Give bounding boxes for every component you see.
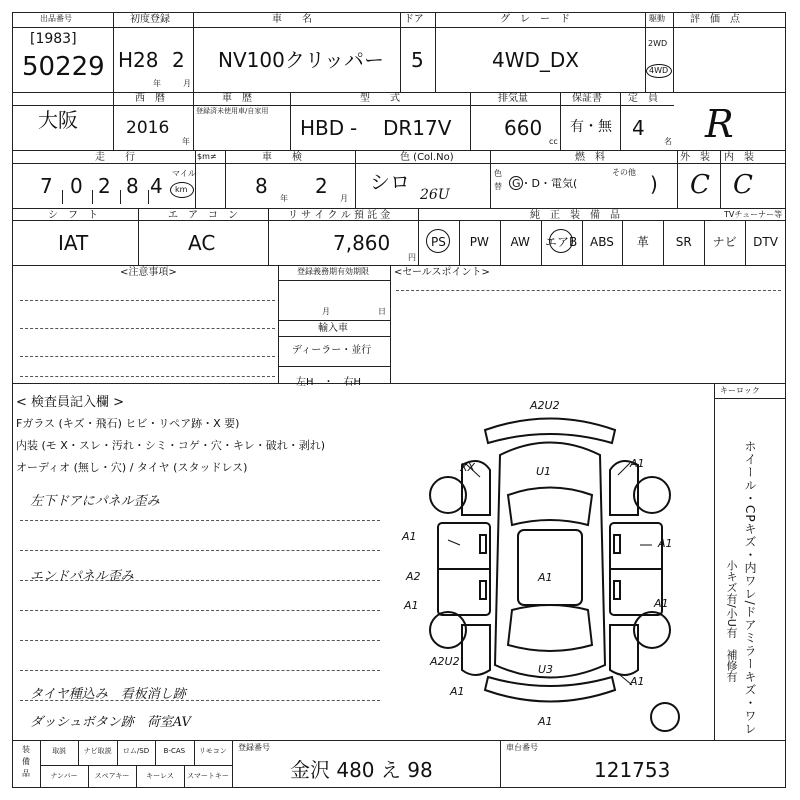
equip-item: AW bbox=[510, 235, 530, 249]
mileage-digit: 2 bbox=[98, 174, 111, 198]
damage-mark: A1 bbox=[658, 537, 673, 550]
damage-mark: A2U2 bbox=[430, 655, 460, 668]
equip-col-label: 装 備 品 bbox=[22, 745, 30, 778]
mileage-digit: 8 bbox=[126, 174, 139, 198]
exterior-label: 外 装 bbox=[680, 152, 710, 163]
first-reg-month: 2 bbox=[172, 48, 185, 72]
dealer-parallel: ディーラー・並行 bbox=[292, 345, 372, 356]
recycle-amount: 7,860 bbox=[333, 231, 391, 255]
inspector-line: Fガラス (キズ・飛石) ヒビ・リペア跡・X 要) bbox=[16, 417, 240, 430]
door-label: ドア bbox=[404, 14, 424, 25]
mileage-label: 走 行 bbox=[95, 152, 135, 163]
capacity-label: 定 員 bbox=[628, 93, 658, 104]
option-checkbox: ナビ取説 bbox=[83, 747, 112, 755]
first-reg-month-unit: 月 bbox=[183, 79, 191, 88]
option-checkbox: スペアキー bbox=[94, 772, 130, 780]
color-code: 26U bbox=[420, 187, 450, 203]
interior-grade: C bbox=[733, 170, 753, 200]
inspector-line: オーディオ (無し・穴) / タイヤ (スタッドレス) bbox=[16, 461, 248, 474]
damage-mark: A1 bbox=[402, 530, 417, 543]
mileage-digit: 4 bbox=[150, 174, 163, 198]
sales-point-label: <セールスポイント> bbox=[394, 267, 490, 278]
reg-number-label: 登録番号 bbox=[238, 743, 270, 752]
lot-label: 出品番号 bbox=[40, 14, 72, 23]
tv-tuner-label: TVチューナー等 bbox=[724, 210, 783, 219]
inspection-month-unit: 月 bbox=[340, 194, 348, 203]
equip-item: PW bbox=[469, 235, 489, 249]
vertical-note-short: 小キズ有/小U有 補修有 bbox=[725, 560, 738, 682]
seireki-label: 西 暦 bbox=[135, 93, 165, 104]
warranty: 有・無 bbox=[570, 119, 612, 135]
equip-circle bbox=[549, 229, 573, 253]
inspector-line: 内装 (モ X・スレ・汚れ・シミ・コゲ・穴・キレ・破れ・剥れ) bbox=[16, 439, 325, 452]
seats: 4 bbox=[632, 116, 645, 140]
equip-item: エアB bbox=[544, 235, 578, 249]
damage-mark: A1 bbox=[404, 599, 419, 612]
option-checkbox: B-CAS bbox=[163, 747, 186, 755]
option-checkbox: ロム/SD bbox=[122, 747, 150, 755]
fuel-other: その他 bbox=[612, 168, 636, 177]
equip-item: DTV bbox=[753, 235, 778, 249]
inspection-year-unit: 年 bbox=[280, 194, 288, 203]
km-unit: km bbox=[175, 185, 188, 194]
damage-mark: A1 bbox=[630, 457, 645, 470]
mile-unit: マイル bbox=[172, 169, 196, 178]
katashiki-label: 型 式 bbox=[360, 93, 400, 104]
shift-label: シ フ ト bbox=[48, 210, 98, 221]
handwritten-remark: ダッシュボタン跡 荷室AV bbox=[30, 715, 191, 730]
aircon: AC bbox=[188, 231, 216, 255]
damage-mark: A1 bbox=[538, 715, 553, 728]
handwritten-remark: 左下ドアにパネル歪み bbox=[30, 494, 160, 509]
persons-unit: 名 bbox=[664, 137, 672, 146]
lot-number: 50229 bbox=[22, 52, 105, 82]
car-name: NV100クリッパー bbox=[218, 48, 385, 72]
smeter-label: $m≠ bbox=[197, 152, 217, 161]
damage-mark: A1 bbox=[538, 571, 553, 584]
inspection-year: 8 bbox=[255, 174, 268, 198]
reg-expiry-month: 月 bbox=[322, 307, 330, 316]
first-reg-label: 初度登録 bbox=[130, 14, 170, 25]
chassis-number-label: 車台番号 bbox=[506, 743, 538, 752]
reg-expiry-day: 日 bbox=[378, 307, 386, 316]
grade-label: グ レ ー ド bbox=[500, 14, 570, 25]
importer-label: 輸入車 bbox=[318, 323, 348, 334]
fuel-close: ) bbox=[650, 172, 658, 196]
keylock-label: キーロック bbox=[720, 386, 760, 395]
fuel: G・D・電気( bbox=[512, 177, 578, 190]
equip-label: 純 正 装 備 品 bbox=[530, 210, 620, 221]
option-checkbox: スマートキー bbox=[187, 772, 229, 780]
reg-number: 金沢 480 え 98 bbox=[290, 758, 433, 782]
reg-expiry-label: 登録義務期有効期限 bbox=[297, 267, 369, 276]
door-count: 5 bbox=[411, 48, 424, 72]
shift: IAT bbox=[58, 231, 89, 255]
eval-label: 評 価 点 bbox=[690, 14, 740, 25]
displacement: 660 bbox=[504, 116, 543, 140]
color-name: シロ bbox=[370, 170, 410, 194]
damage-mark: A2 bbox=[406, 570, 421, 583]
damage-mark: A1 bbox=[450, 685, 465, 698]
mileage-digit: 7 bbox=[40, 174, 53, 198]
color-kanji: 色 替 bbox=[494, 169, 502, 191]
region: 大阪 bbox=[38, 108, 78, 132]
damage-mark: U1 bbox=[536, 465, 552, 478]
aircon-label: エ ア コ ン bbox=[168, 210, 238, 221]
yen-unit: 円 bbox=[408, 253, 416, 262]
mileage-digit: 0 bbox=[70, 174, 83, 198]
damage-mark: A1 bbox=[654, 597, 669, 610]
year: 2016 bbox=[126, 118, 170, 138]
year-unit: 年 bbox=[182, 137, 190, 146]
fuel-label: 燃 料 bbox=[575, 152, 605, 163]
equip-item: PS bbox=[431, 235, 446, 249]
warranty-label: 保証書 bbox=[572, 93, 602, 104]
history: 登録済未使用車/自家用 bbox=[196, 107, 269, 115]
history-label: 車 歴 bbox=[222, 93, 252, 104]
vehicle-damage-diagram bbox=[390, 395, 710, 735]
inspection-month: 2 bbox=[315, 174, 328, 198]
option-checkbox: ナンバー bbox=[50, 772, 78, 780]
drive-label: 駆動 bbox=[649, 14, 665, 23]
option-checkbox: キーレス bbox=[146, 772, 174, 780]
inspection-label: 車 検 bbox=[262, 152, 302, 163]
year-code: [1983] bbox=[30, 31, 77, 47]
chassis-number: 121753 bbox=[594, 758, 671, 782]
exterior-grade: C bbox=[690, 170, 710, 200]
car-name-label: 車 名 bbox=[272, 14, 312, 25]
equip-item: ナビ bbox=[712, 235, 737, 249]
equip-item: SR bbox=[675, 235, 692, 249]
eval-score: R bbox=[705, 102, 734, 146]
option-checkbox: 取説 bbox=[52, 747, 67, 755]
hand-drive: 左H ・ 右H bbox=[296, 377, 362, 388]
equip-item: 革 bbox=[636, 235, 649, 249]
damage-mark: A1 bbox=[630, 675, 645, 688]
damage-mark: XX bbox=[460, 461, 476, 474]
drive-4wd: 4WD bbox=[649, 66, 669, 75]
damage-mark: U3 bbox=[538, 663, 554, 676]
handwritten-remark: タイヤ種込み 看板消し跡 bbox=[30, 687, 186, 702]
model-code: DR17V bbox=[383, 116, 452, 140]
first-reg-era: H28 bbox=[118, 48, 159, 72]
recycle-label: リ サ イ ク ル 預 託 金 bbox=[288, 210, 391, 221]
drive-2wd: 2WD bbox=[648, 39, 668, 48]
vertical-note-long: ホイール・CPキズ・内ワレ/ドアミラーキズ・ワレ bbox=[743, 440, 757, 736]
equip-item: ABS bbox=[590, 235, 614, 249]
displacement-label: 排気量 bbox=[498, 93, 528, 104]
first-reg-year-unit: 年 bbox=[153, 79, 161, 88]
model-dash: - bbox=[350, 116, 358, 140]
damage-mark: A2U2 bbox=[530, 399, 560, 412]
notes-label: <注意事項> bbox=[120, 267, 177, 278]
option-checkbox: リモコン bbox=[198, 747, 227, 755]
inspector-label: < 検査員記入欄 > bbox=[16, 395, 125, 410]
interior-label: 内 装 bbox=[724, 152, 754, 163]
cc-unit: cc bbox=[549, 137, 558, 146]
model-prefix: HBD bbox=[300, 116, 345, 140]
grade: 4WD_DX bbox=[492, 48, 580, 72]
handwritten-remark: エンドパネル歪み bbox=[30, 569, 134, 584]
color-label: 色 (Col.No) bbox=[400, 152, 454, 163]
